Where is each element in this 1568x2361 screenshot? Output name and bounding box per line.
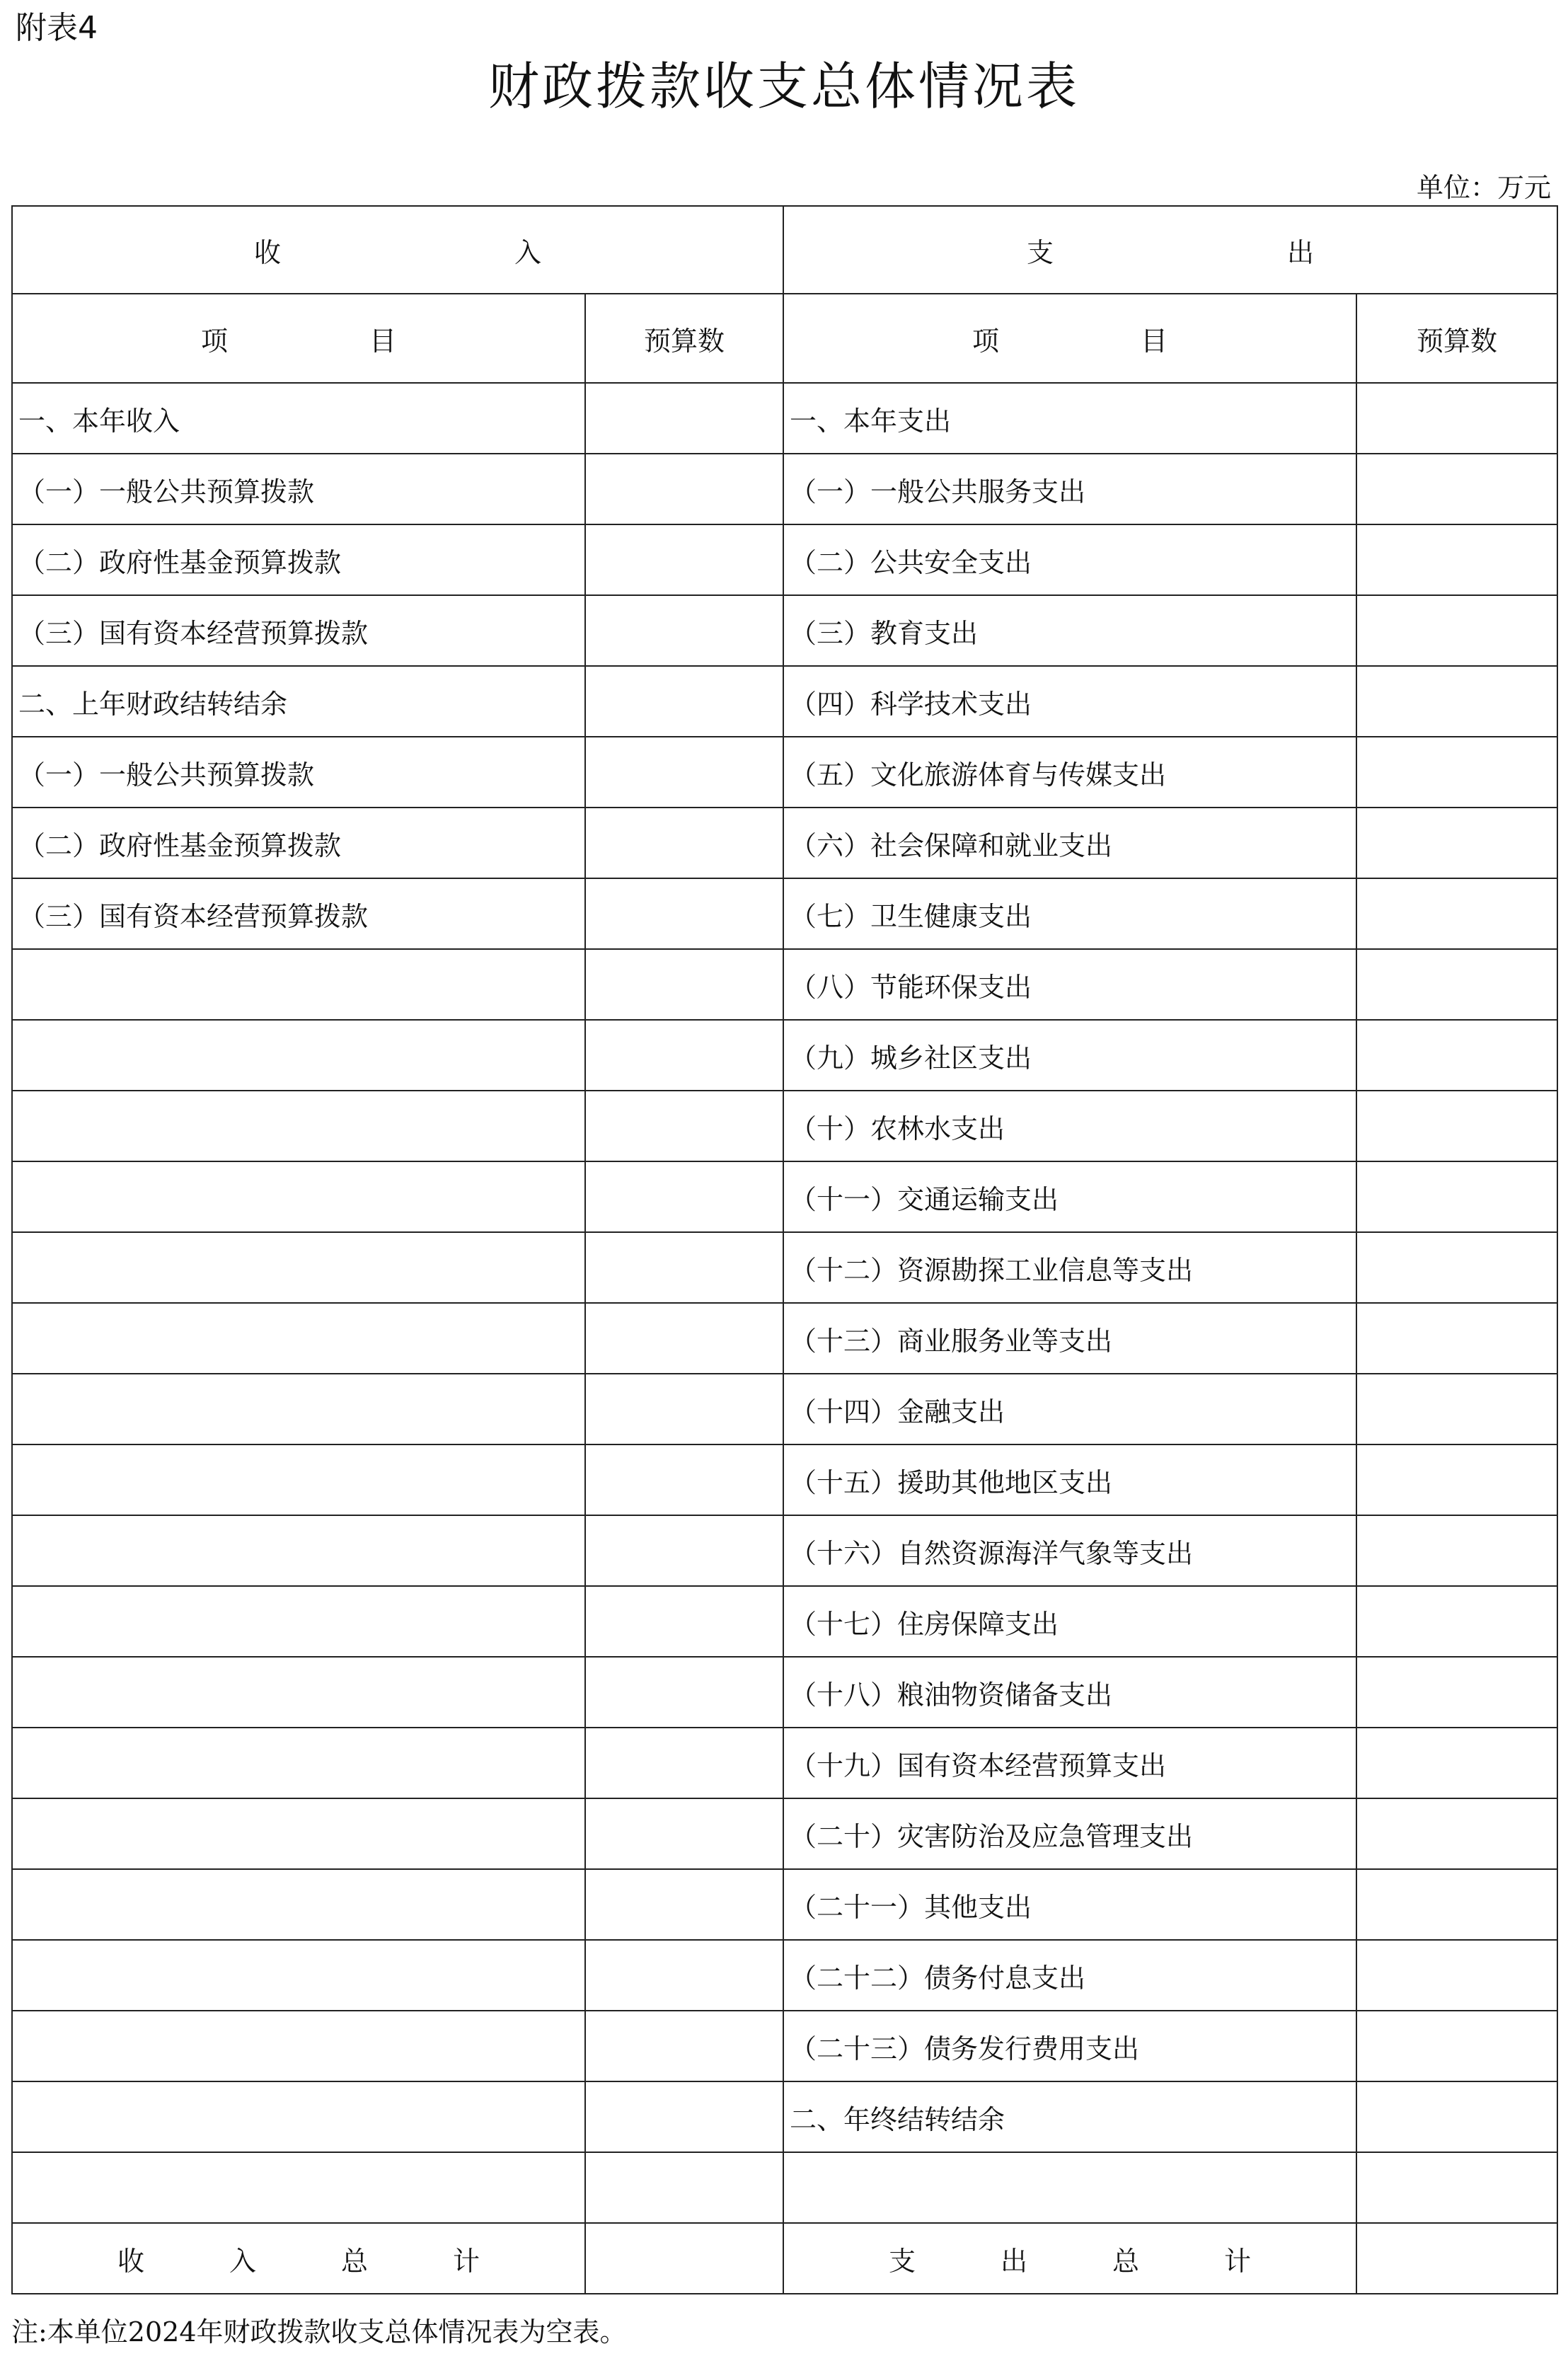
- income-item-cell: [12, 2011, 585, 2081]
- expense-item-cell: （十二）资源勘探工业信息等支出: [783, 1232, 1356, 1303]
- income-item-cell: [12, 1374, 585, 1444]
- expense-item-cell: （九）城乡社区支出: [783, 1020, 1356, 1091]
- expense-budget-cell: [1356, 737, 1557, 808]
- income-budget-cell: [585, 454, 783, 524]
- income-item-cell: 二、上年财政结转结余: [12, 666, 585, 737]
- expense-item-cell: （二十一）其他支出: [783, 1869, 1356, 1940]
- table-row: [12, 383, 1557, 454]
- expense-budget-cell: [1356, 1374, 1557, 1444]
- budget-table: [11, 205, 1558, 2294]
- income-item-cell: [12, 1728, 585, 1798]
- expense-item-cell: （十）农林水支出: [783, 1091, 1356, 1161]
- unit-label: 单位：万元: [1416, 172, 1551, 203]
- expense-item-cell: （八）节能环保支出: [783, 949, 1356, 1020]
- expense-item-cell: （十九）国有资本经营预算支出: [783, 1728, 1356, 1798]
- expense-item-cell: （一）一般公共服务支出: [783, 454, 1356, 524]
- income-budget-cell: [585, 1444, 783, 1515]
- expense-budget-cell: [1356, 1586, 1557, 1657]
- expense-budget-cell: [1356, 2081, 1557, 2152]
- table-row: [12, 1515, 1557, 1586]
- expense-item-cell: （二十三）债务发行费用支出: [783, 2011, 1356, 2081]
- income-budget-cell: [585, 949, 783, 1020]
- table-row: [12, 666, 1557, 737]
- expense-item-cell: （十五）援助其他地区支出: [783, 1444, 1356, 1515]
- expense-budget-cell: [1356, 666, 1557, 737]
- income-item-cell: [12, 1940, 585, 2011]
- expense-item-cell: （三）教育支出: [783, 595, 1356, 666]
- footnote: 注:本单位2024年财政拨款收支总体情况表为空表。: [11, 2316, 627, 2348]
- expense-budget-cell: [1356, 1161, 1557, 1232]
- expense-budget-cell: [1356, 1657, 1557, 1728]
- expense-budget-cell: [1356, 949, 1557, 1020]
- income-budget-cell: [585, 1728, 783, 1798]
- income-budget-cell: [585, 1303, 783, 1374]
- expense-item-cell: [783, 2152, 1356, 2223]
- income-budget-cell: [585, 1657, 783, 1728]
- expense-budget-cell: [1356, 1515, 1557, 1586]
- table-row: [12, 949, 1557, 1020]
- income-budget-cell: [585, 1869, 783, 1940]
- expense-budget-cell: [1356, 808, 1557, 878]
- page-title: 财政拨款收支总体情况表: [488, 57, 1080, 116]
- table-row: [12, 2011, 1557, 2081]
- income-total-value: [585, 2223, 783, 2294]
- header-row-columns: [12, 294, 1557, 383]
- income-budget-cell: [585, 1798, 783, 1869]
- expense-budget-cell: [1356, 2011, 1557, 2081]
- income-budget-cell: [585, 878, 783, 949]
- income-budget-cell: [585, 808, 783, 878]
- expense-budget-cell: [1356, 454, 1557, 524]
- income-item-header: 项 目: [12, 294, 585, 383]
- expense-budget-header: 预算数: [1356, 294, 1557, 383]
- income-budget-cell: [585, 1161, 783, 1232]
- table-row: [12, 595, 1557, 666]
- expense-item-cell: 一、本年支出: [783, 383, 1356, 454]
- table-row: [12, 1728, 1557, 1798]
- expense-budget-cell: [1356, 383, 1557, 454]
- expense-item-cell: （四）科学技术支出: [783, 666, 1356, 737]
- income-item-cell: （三）国有资本经营预算拨款: [12, 595, 585, 666]
- income-item-cell: （三）国有资本经营预算拨款: [12, 878, 585, 949]
- income-item-cell: [12, 1586, 585, 1657]
- expense-item-cell: （十六）自然资源海洋气象等支出: [783, 1515, 1356, 1586]
- income-budget-cell: [585, 2011, 783, 2081]
- income-budget-cell: [585, 1940, 783, 2011]
- expense-budget-cell: [1356, 1303, 1557, 1374]
- table-row: [12, 737, 1557, 808]
- income-budget-cell: [585, 737, 783, 808]
- table-row: [12, 1161, 1557, 1232]
- expense-item-cell: （十七）住房保障支出: [783, 1586, 1356, 1657]
- income-section-header: 收 入: [12, 206, 783, 294]
- expense-item-cell: （七）卫生健康支出: [783, 878, 1356, 949]
- income-item-cell: [12, 1232, 585, 1303]
- expense-budget-cell: [1356, 524, 1557, 595]
- expense-item-cell: 二、年终结转结余: [783, 2081, 1356, 2152]
- table-row: [12, 1374, 1557, 1444]
- table-row: [12, 454, 1557, 524]
- income-budget-cell: [585, 1091, 783, 1161]
- table-row: [12, 2081, 1557, 2152]
- income-total-label: 收 入 总 计: [12, 2223, 585, 2294]
- table-row: [12, 1798, 1557, 1869]
- expense-total-value: [1356, 2223, 1557, 2294]
- income-item-cell: [12, 1161, 585, 1232]
- expense-budget-cell: [1356, 1869, 1557, 1940]
- expense-total-label: 支 出 总 计: [783, 2223, 1356, 2294]
- expense-item-cell: （六）社会保障和就业支出: [783, 808, 1356, 878]
- income-budget-cell: [585, 1515, 783, 1586]
- expense-item-cell: （十三）商业服务业等支出: [783, 1303, 1356, 1374]
- income-item-cell: [12, 1303, 585, 1374]
- income-budget-header: 预算数: [585, 294, 783, 383]
- income-item-cell: [12, 1515, 585, 1586]
- income-budget-cell: [585, 1586, 783, 1657]
- income-item-cell: [12, 2152, 585, 2223]
- table-row: [12, 1940, 1557, 2011]
- expense-item-cell: （十四）金融支出: [783, 1374, 1356, 1444]
- table-row: [12, 2152, 1557, 2223]
- income-budget-cell: [585, 1232, 783, 1303]
- income-item-cell: [12, 1657, 585, 1728]
- income-item-cell: （二）政府性基金预算拨款: [12, 808, 585, 878]
- expense-item-cell: （五）文化旅游体育与传媒支出: [783, 737, 1356, 808]
- expense-budget-cell: [1356, 1020, 1557, 1091]
- table-row: [12, 878, 1557, 949]
- table-row: [12, 808, 1557, 878]
- table-row: [12, 524, 1557, 595]
- header-row-section: [12, 206, 1557, 294]
- expense-budget-cell: [1356, 1232, 1557, 1303]
- table-row: [12, 1303, 1557, 1374]
- income-budget-cell: [585, 383, 783, 454]
- expense-item-cell: （二十二）债务付息支出: [783, 1940, 1356, 2011]
- table-row: [12, 1869, 1557, 1940]
- expense-budget-cell: [1356, 1798, 1557, 1869]
- income-budget-cell: [585, 1020, 783, 1091]
- income-item-cell: [12, 1020, 585, 1091]
- table-row: [12, 1657, 1557, 1728]
- income-budget-cell: [585, 524, 783, 595]
- expense-budget-cell: [1356, 1444, 1557, 1515]
- table-row: [12, 1020, 1557, 1091]
- expense-budget-cell: [1356, 878, 1557, 949]
- income-item-cell: [12, 2081, 585, 2152]
- income-budget-cell: [585, 1374, 783, 1444]
- table-row: [12, 1444, 1557, 1515]
- attachment-label: 附表4: [16, 10, 98, 46]
- total-row: [12, 2223, 1557, 2294]
- income-budget-cell: [585, 595, 783, 666]
- income-item-cell: [12, 1444, 585, 1515]
- table-row: [12, 1232, 1557, 1303]
- expense-budget-cell: [1356, 595, 1557, 666]
- expense-budget-cell: [1356, 1940, 1557, 2011]
- expense-item-cell: （二十）灾害防治及应急管理支出: [783, 1798, 1356, 1869]
- expense-budget-cell: [1356, 2152, 1557, 2223]
- expense-item-cell: （十一）交通运输支出: [783, 1161, 1356, 1232]
- income-budget-cell: [585, 666, 783, 737]
- income-item-cell: （一）一般公共预算拨款: [12, 454, 585, 524]
- expense-budget-cell: [1356, 1728, 1557, 1798]
- income-budget-cell: [585, 2152, 783, 2223]
- expense-item-cell: （二）公共安全支出: [783, 524, 1356, 595]
- income-item-cell: 一、本年收入: [12, 383, 585, 454]
- income-budget-cell: [585, 2081, 783, 2152]
- income-item-cell: [12, 1798, 585, 1869]
- expense-item-cell: （十八）粮油物资储备支出: [783, 1657, 1356, 1728]
- income-item-cell: [12, 949, 585, 1020]
- table-row: [12, 1091, 1557, 1161]
- expense-section-header: 支 出: [783, 206, 1557, 294]
- income-item-cell: （二）政府性基金预算拨款: [12, 524, 585, 595]
- table-row: [12, 1586, 1557, 1657]
- expense-item-header: 项 目: [783, 294, 1356, 383]
- income-item-cell: （一）一般公共预算拨款: [12, 737, 585, 808]
- expense-budget-cell: [1356, 1091, 1557, 1161]
- income-item-cell: [12, 1091, 585, 1161]
- income-item-cell: [12, 1869, 585, 1940]
